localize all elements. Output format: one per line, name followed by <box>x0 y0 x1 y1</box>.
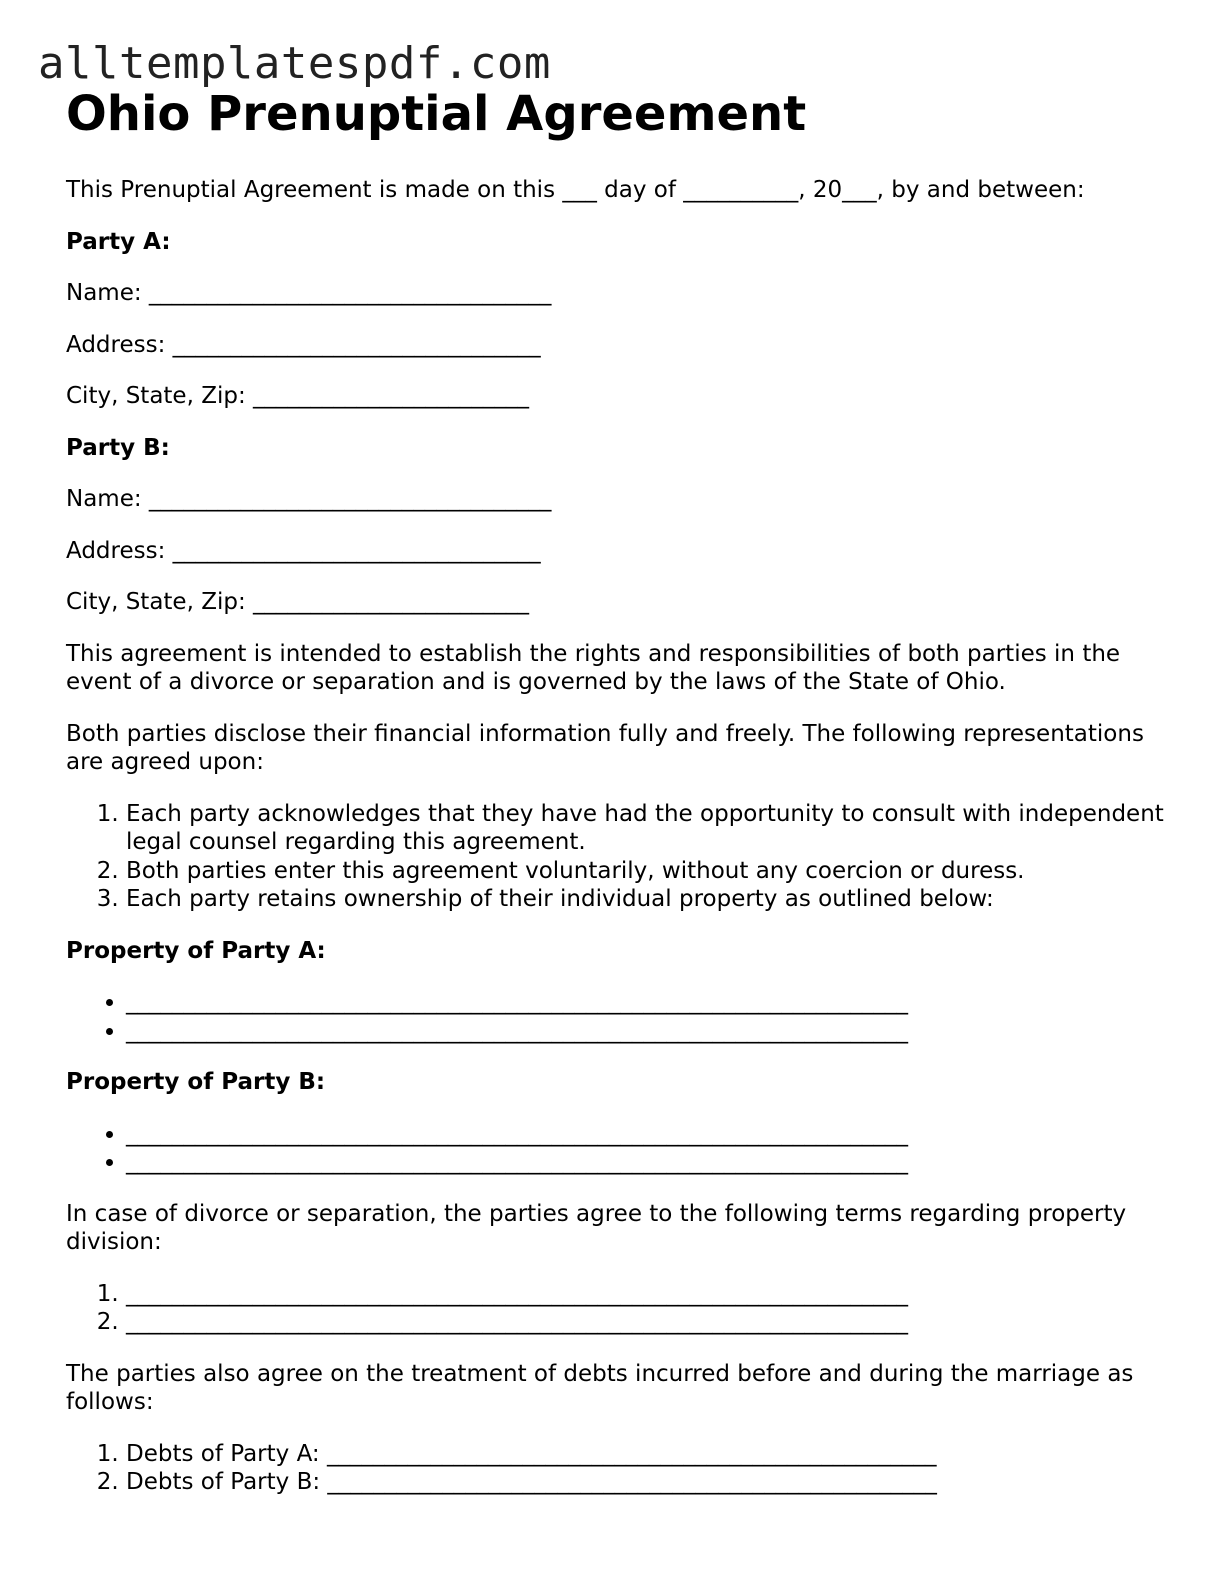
property-a-list <box>66 988 1166 1045</box>
party-a-name-field[interactable]: Name: ___________________________________ <box>66 280 552 306</box>
party-a-city-field[interactable]: City, State, Zip: ________________________ <box>66 383 530 409</box>
document-title: Ohio Prenuptial Agreement <box>66 86 807 142</box>
property-b-blank[interactable]: • ____________________________________________________________________ <box>126 1148 1166 1177</box>
document <box>66 86 1166 1497</box>
debt-party-a-field[interactable]: 1. Debts of Party A: _____________________________________________________ <box>126 1440 1166 1469</box>
property-b-heading: Property of Party B: <box>66 1069 326 1095</box>
property-a-heading: Property of Party A: <box>66 937 326 964</box>
list-item: 1. Each party acknowledges that they have had the opportunity to consult with independent legal counsel regarding this agreement. <box>126 800 1166 857</box>
division-blank[interactable]: 1. ____________________________________________________________________ <box>126 1280 1166 1309</box>
party-b-name-field[interactable]: Name: ___________________________________ <box>66 486 552 512</box>
debts-list <box>66 1440 1166 1497</box>
property-b-blank[interactable]: • ____________________________________________________________________ <box>126 1120 1166 1149</box>
list-item: 2. Both parties enter this agreement voluntarily, without any coercion or duress. <box>126 857 1166 886</box>
property-a-blank[interactable]: • ____________________________________________________________________ <box>126 988 1166 1017</box>
watermark: alltemplatespdf.com <box>38 38 551 89</box>
party-a-address-field[interactable]: Address: ________________________________ <box>66 331 541 358</box>
division-blank[interactable]: 2. ____________________________________________________________________ <box>126 1308 1166 1337</box>
party-b-city-field[interactable]: City, State, Zip: ________________________ <box>66 589 530 615</box>
party-a-heading: Party A: <box>66 228 171 255</box>
party-b-address-field[interactable]: Address: ________________________________ <box>66 537 541 564</box>
property-b-list <box>66 1120 1166 1177</box>
party-b-heading: Party B: <box>66 434 170 461</box>
debt-party-b-field[interactable]: 2. Debts of Party B: _____________________________________________________ <box>126 1468 1166 1497</box>
intent-paragraph: This agreement is intended to establish the rights and responsibilities of both parties in the event of a divorce or separation and is governed by the laws of the State of Ohio. <box>66 640 1121 695</box>
debts-paragraph: The parties also agree on the treatment of debts incurred before and during the marriage as follows: <box>66 1360 1134 1415</box>
division-list <box>66 1280 1166 1337</box>
property-a-blank[interactable]: • ____________________________________________________________________ <box>126 1017 1166 1046</box>
intro-line: This Prenuptial Agreement is made on this ___ day of __________, 20___, by and between: <box>66 177 1085 203</box>
division-paragraph: In case of divorce or separation, the parties agree to the following terms regarding property division: <box>66 1200 1127 1255</box>
disclosure-paragraph: Both parties disclose their financial information fully and freely. The following representations are agreed upon: <box>66 720 1144 775</box>
list-item: 3. Each party retains ownership of their individual property as outlined below: <box>126 885 1166 914</box>
representations-list <box>66 800 1166 914</box>
